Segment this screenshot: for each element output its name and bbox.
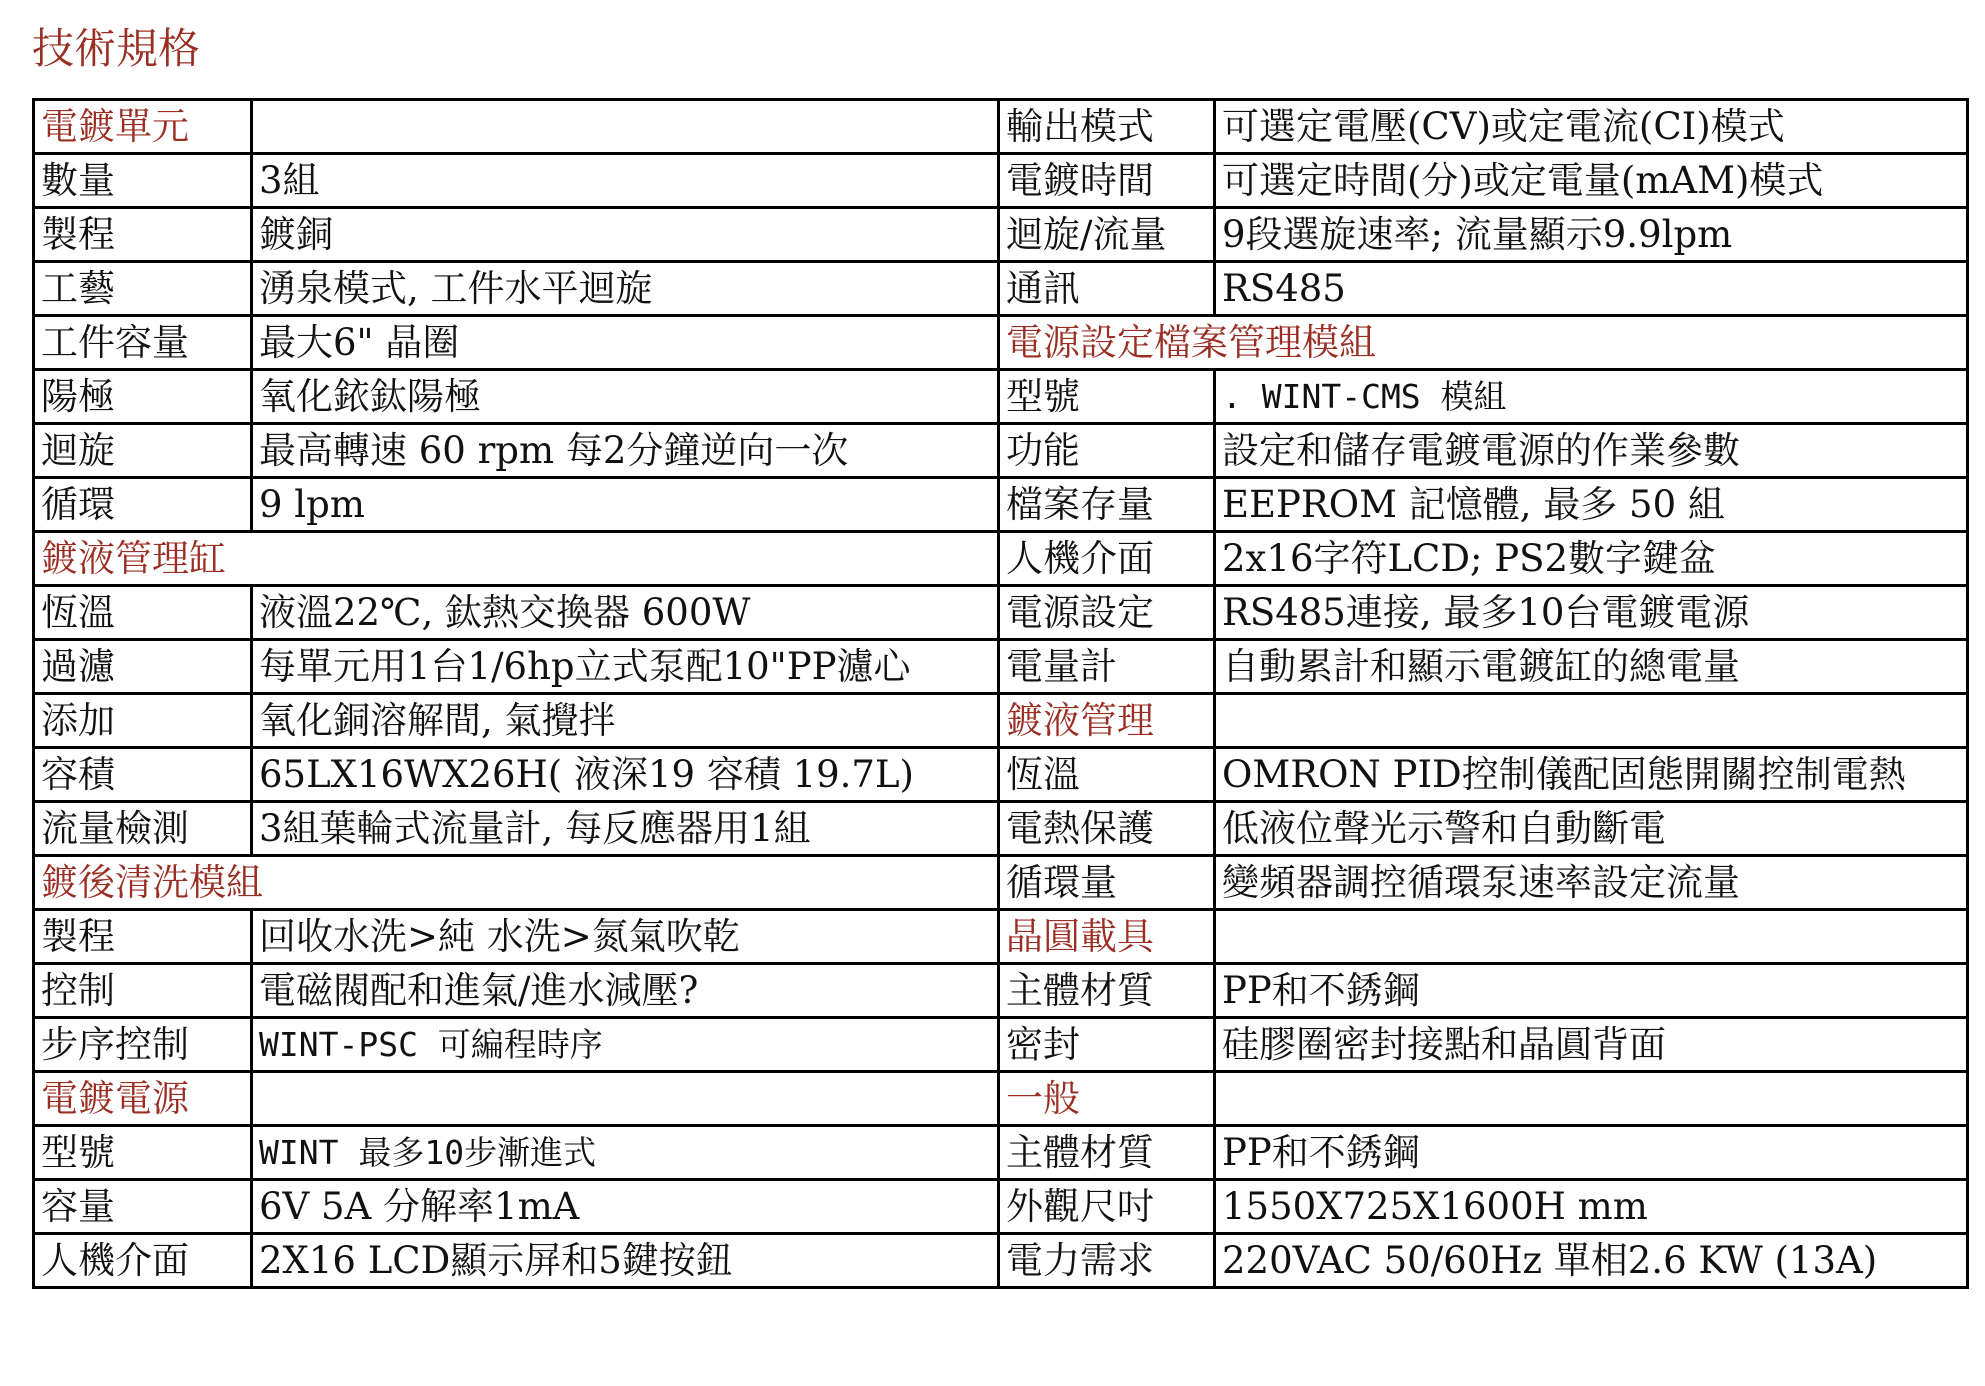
right-section-heading: 晶圓載具	[999, 910, 1215, 964]
left-section-heading: 電鍍電源	[34, 1072, 252, 1126]
right-spec-label: 輸出模式	[999, 100, 1215, 154]
left-spec-label: 循環	[34, 478, 252, 532]
left-spec-label: 過濾	[34, 640, 252, 694]
right-spec-value: 自動累計和顯示電鍍缸的總電量	[1215, 640, 1968, 694]
right-spec-value: 2x16字符LCD; PS2數字鍵盆	[1215, 532, 1968, 586]
right-spec-label: 密封	[999, 1018, 1215, 1072]
left-spec-value	[252, 100, 999, 154]
left-spec-label: 容積	[34, 748, 252, 802]
table-row	[34, 964, 1968, 1018]
right-spec-label: 型號	[999, 370, 1215, 424]
left-spec-value: 3組葉輪式流量計, 每反應器用1組	[252, 802, 999, 856]
left-spec-label: 製程	[34, 208, 252, 262]
left-spec-label: 添加	[34, 694, 252, 748]
table-row	[34, 802, 1968, 856]
right-spec-value: 220VAC 50/60Hz 單相2.6 KW (13A)	[1215, 1234, 1968, 1288]
left-spec-value: 每單元用1台1/6hp立式泵配10"PP濾心	[252, 640, 999, 694]
left-spec-label: 陽極	[34, 370, 252, 424]
right-spec-value: PP和不銹鋼	[1215, 964, 1968, 1018]
left-spec-value: 鍍銅	[252, 208, 999, 262]
left-spec-label: 數量	[34, 154, 252, 208]
right-spec-label: 恆溫	[999, 748, 1215, 802]
right-spec-value: EEPROM 記憶體, 最多 50 組	[1215, 478, 1968, 532]
table-row	[34, 640, 1968, 694]
right-spec-label: 人機介面	[999, 532, 1215, 586]
table-row	[34, 1072, 1968, 1126]
left-spec-label: 控制	[34, 964, 252, 1018]
table-row	[34, 586, 1968, 640]
table-row	[34, 910, 1968, 964]
right-spec-value: 可選定電壓(CV)或定電流(CI)模式	[1215, 100, 1968, 154]
table-row	[34, 316, 1968, 370]
left-spec-value: 湧泉模式, 工件水平迴旋	[252, 262, 999, 316]
right-spec-label: 外觀尺吋	[999, 1180, 1215, 1234]
table-row	[34, 1126, 1968, 1180]
table-row	[34, 1234, 1968, 1288]
right-spec-value: RS485	[1215, 262, 1968, 316]
left-section-heading: 鍍液管理缸	[34, 532, 999, 586]
left-section-heading: 電鍍單元	[34, 100, 252, 154]
left-spec-value: 氧化銅溶解間, 氣攪拌	[252, 694, 999, 748]
left-spec-label: 型號	[34, 1126, 252, 1180]
page-title: 技術規格	[32, 24, 201, 73]
right-section-heading: 電源設定檔案管理模組	[999, 316, 1968, 370]
left-spec-value: 3組	[252, 154, 999, 208]
right-spec-label: 迴旋/流量	[999, 208, 1215, 262]
right-spec-label: 通訊	[999, 262, 1215, 316]
right-spec-label: 電熱保護	[999, 802, 1215, 856]
right-spec-value: RS485連接, 最多10台電鍍電源	[1215, 586, 1968, 640]
left-spec-value: 液溫22℃, 鈦熱交換器 600W	[252, 586, 999, 640]
right-spec-value	[1215, 694, 1968, 748]
right-spec-value	[1215, 1072, 1968, 1126]
left-spec-label: 流量檢測	[34, 802, 252, 856]
left-spec-value: 最高轉速 60 rpm 每2分鐘逆向一次	[252, 424, 999, 478]
right-spec-value: . WINT-CMS 模組	[1215, 370, 1968, 424]
table-row	[34, 478, 1968, 532]
left-spec-label: 容量	[34, 1180, 252, 1234]
table-row	[34, 694, 1968, 748]
table-row	[34, 262, 1968, 316]
table-row	[34, 424, 1968, 478]
left-spec-value: 6V 5A 分解率1mA	[252, 1180, 999, 1234]
right-spec-label: 檔案存量	[999, 478, 1215, 532]
right-spec-value: 1550X725X1600H mm	[1215, 1180, 1968, 1234]
left-spec-value: 9 lpm	[252, 478, 999, 532]
right-spec-value: 硅膠圈密封接點和晶圓背面	[1215, 1018, 1968, 1072]
left-spec-label: 迴旋	[34, 424, 252, 478]
right-spec-value: 設定和儲存電鍍電源的作業參數	[1215, 424, 1968, 478]
right-spec-label: 主體材質	[999, 964, 1215, 1018]
left-spec-value: 最大6" 晶圈	[252, 316, 999, 370]
right-spec-value: 9段選旋速率; 流量顯示9.9lpm	[1215, 208, 1968, 262]
table-row	[34, 748, 1968, 802]
right-spec-label: 功能	[999, 424, 1215, 478]
table-row	[34, 856, 1968, 910]
right-spec-label: 電源設定	[999, 586, 1215, 640]
table-row	[34, 532, 1968, 586]
left-section-heading: 鍍後清洗模組	[34, 856, 999, 910]
spec-table-body	[34, 100, 1968, 1288]
right-spec-value: OMRON PID控制儀配固態開關控制電熱	[1215, 748, 1968, 802]
right-spec-value	[1215, 910, 1968, 964]
left-spec-label: 步序控制	[34, 1018, 252, 1072]
left-spec-value	[252, 1072, 999, 1126]
table-row	[34, 154, 1968, 208]
left-spec-value: 65LX16WX26H( 液深19 容積 19.7L)	[252, 748, 999, 802]
left-spec-label: 工藝	[34, 262, 252, 316]
left-spec-value: 電磁閥配和進氣/進水減壓?	[252, 964, 999, 1018]
table-row	[34, 1018, 1968, 1072]
left-spec-label: 恆溫	[34, 586, 252, 640]
right-spec-value: 低液位聲光示警和自動斷電	[1215, 802, 1968, 856]
table-row	[34, 1180, 1968, 1234]
right-spec-value: 可選定時間(分)或定電量(mAM)模式	[1215, 154, 1968, 208]
right-spec-label: 電力需求	[999, 1234, 1215, 1288]
right-spec-label: 電量計	[999, 640, 1215, 694]
left-spec-value: 2X16 LCD顯示屏和5鍵按鈕	[252, 1234, 999, 1288]
right-section-heading: 一般	[999, 1072, 1215, 1126]
spec-table	[32, 98, 1969, 1289]
left-spec-value: WINT 最多10步漸進式	[252, 1126, 999, 1180]
left-spec-label: 工件容量	[34, 316, 252, 370]
right-spec-value: PP和不銹鋼	[1215, 1126, 1968, 1180]
right-spec-label: 電鍍時間	[999, 154, 1215, 208]
right-spec-label: 循環量	[999, 856, 1215, 910]
table-row	[34, 100, 1968, 154]
right-spec-value: 變頻器調控循環泵速率設定流量	[1215, 856, 1968, 910]
left-spec-label: 製程	[34, 910, 252, 964]
left-spec-value: WINT-PSC 可編程時序	[252, 1018, 999, 1072]
left-spec-value: 回收水洗>純 水洗>氮氣吹乾	[252, 910, 999, 964]
right-spec-label: 主體材質	[999, 1126, 1215, 1180]
table-row	[34, 370, 1968, 424]
right-section-heading: 鍍液管理	[999, 694, 1215, 748]
left-spec-label: 人機介面	[34, 1234, 252, 1288]
left-spec-value: 氧化銥鈦陽極	[252, 370, 999, 424]
table-row	[34, 208, 1968, 262]
